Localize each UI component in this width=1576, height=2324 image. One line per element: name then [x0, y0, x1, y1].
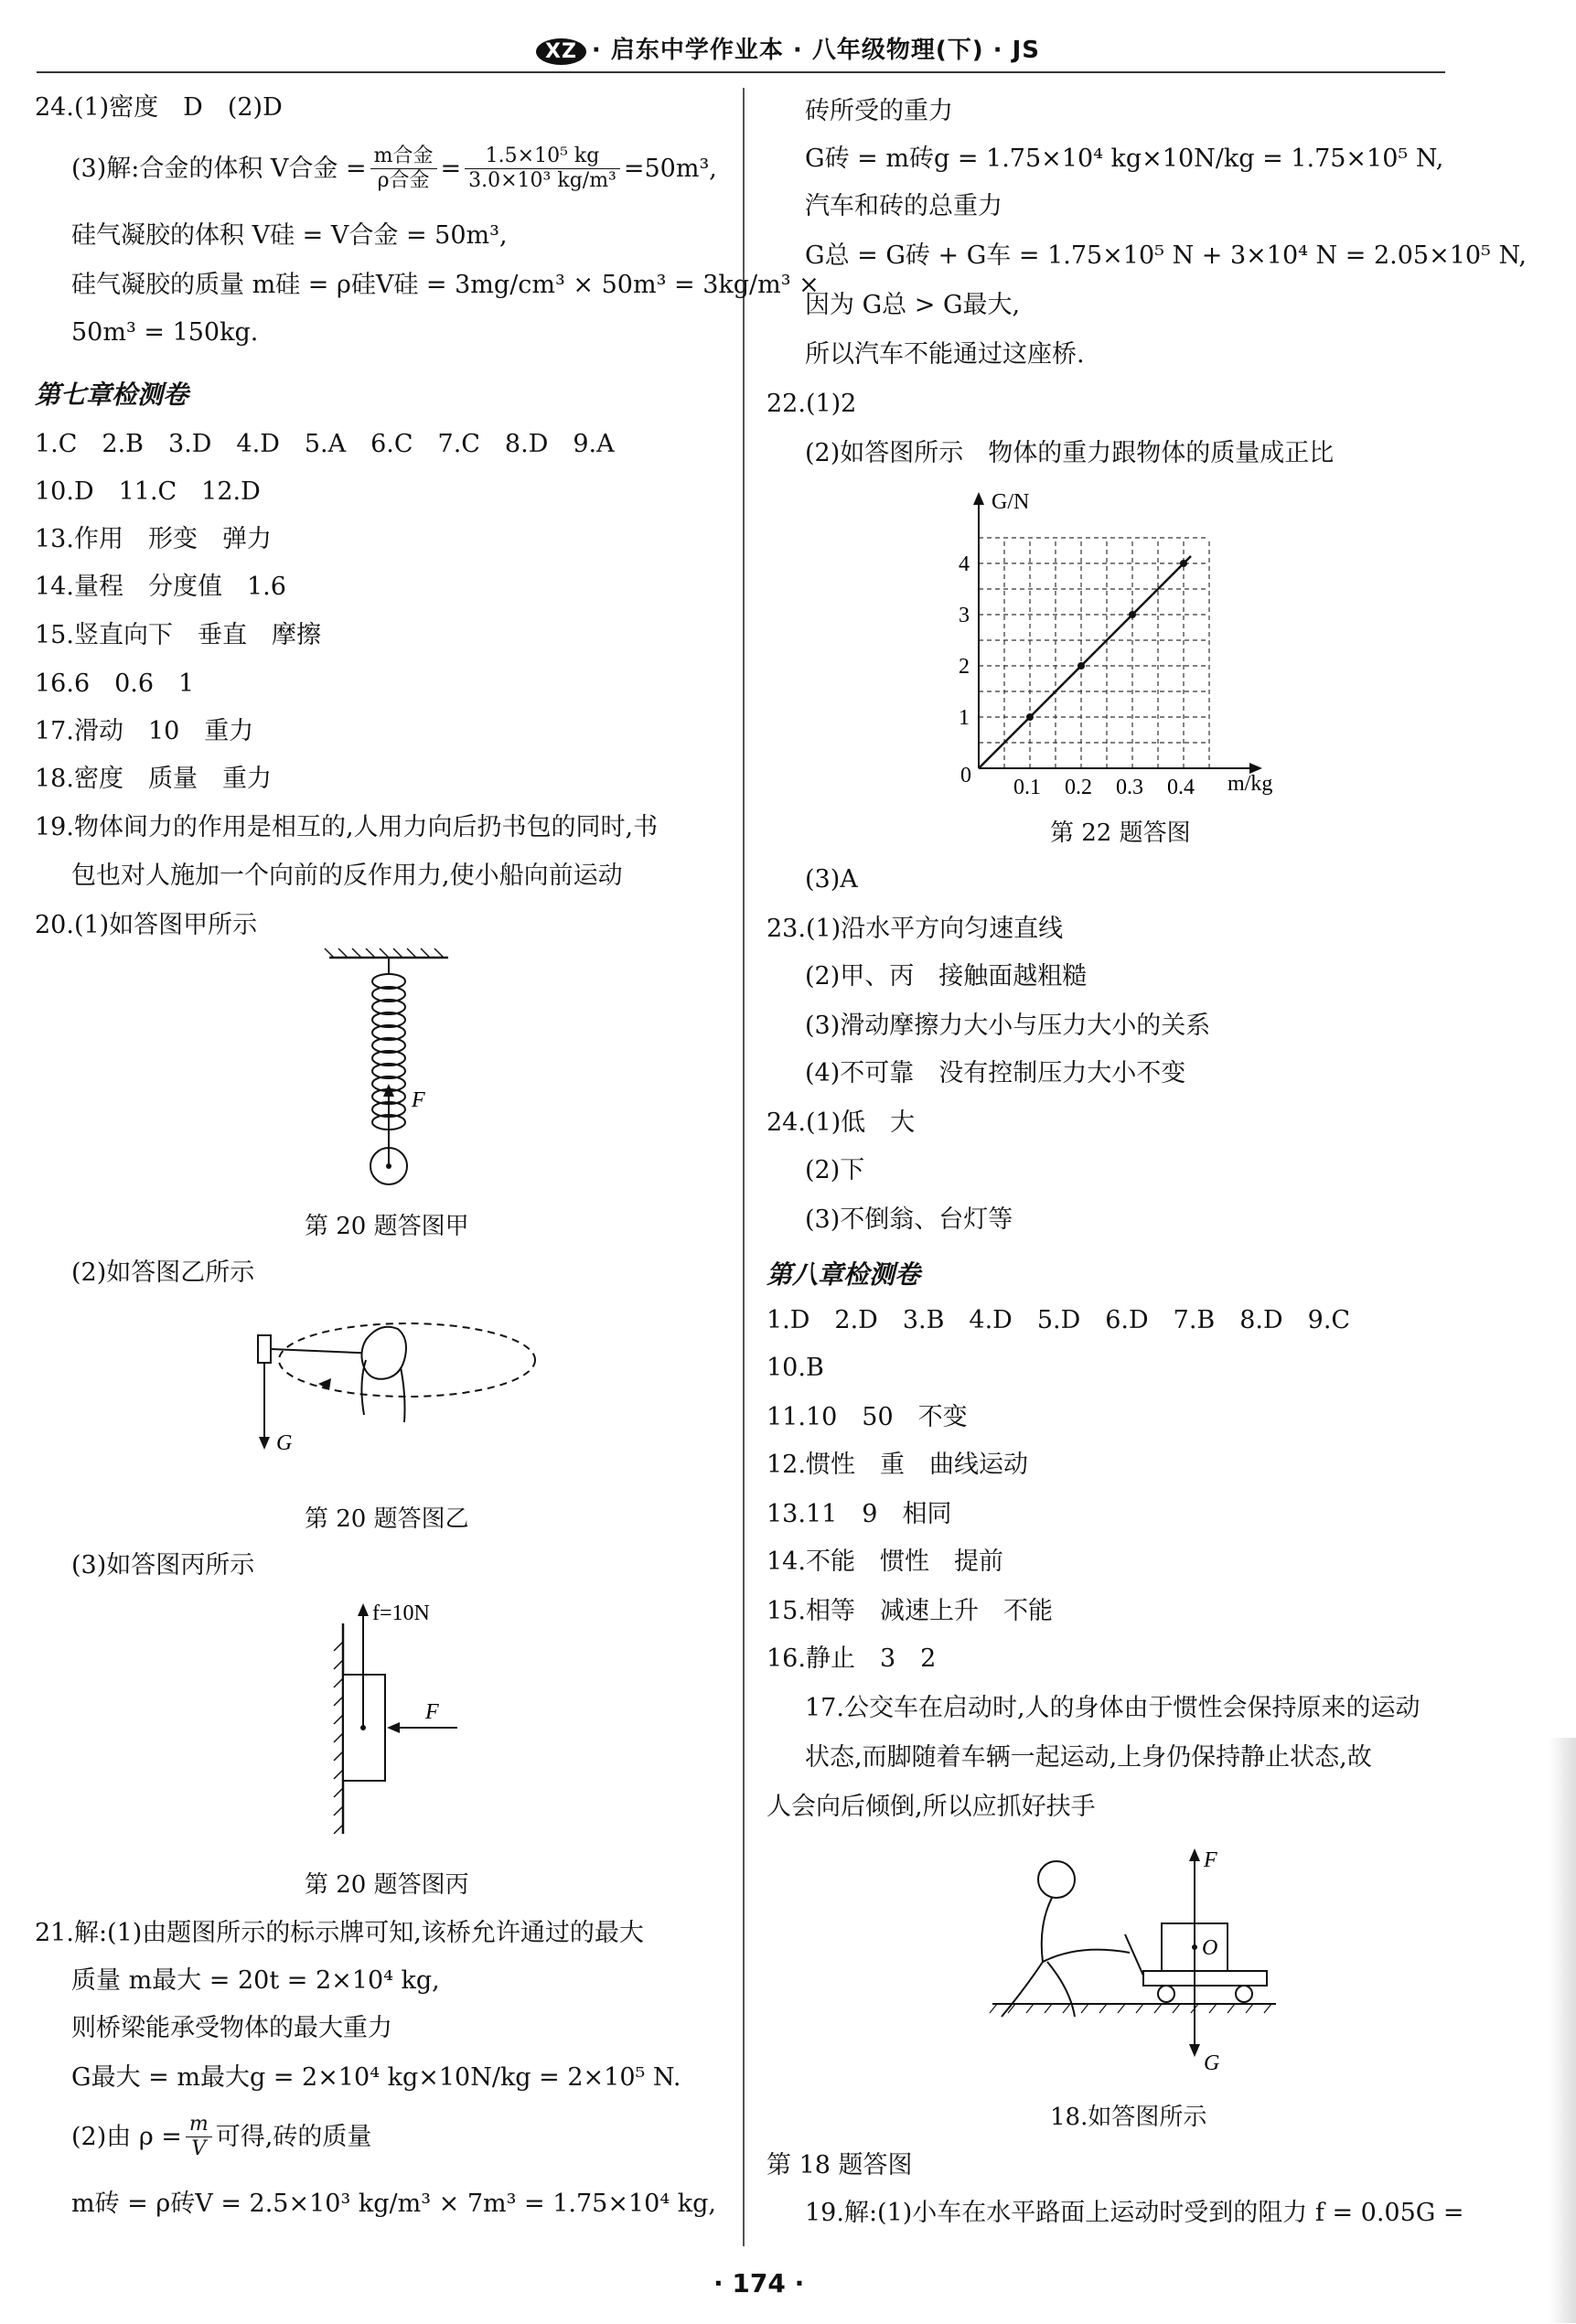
spring-figure	[311, 947, 476, 1203]
fraction	[465, 145, 620, 193]
data-point	[1077, 662, 1085, 669]
scan-edge	[1549, 1738, 1576, 2323]
answer-line: 状态,而脚随着车辆一起运动,上身仍保持静止状态,故	[805, 1743, 1372, 1772]
y-tick-label: 4	[959, 552, 970, 576]
answer-line: m砖 = ρ砖V = 2.5×10³ kg/m³ × 7m³ = 1.75×10⁴ kg,	[71, 2190, 716, 2218]
answer-line: (2)甲、丙 接触面越粗糙	[805, 962, 1088, 991]
gravity-label: G	[276, 1431, 293, 1455]
figure-caption: 第 22 题答图	[1050, 819, 1191, 847]
y-tick-label: 2	[959, 655, 970, 679]
answer-line: 21.解:(1)由题图所示的标示牌可知,该桥允许通过的最大	[35, 1919, 644, 1947]
x-axis-label: m/kg	[1228, 772, 1273, 796]
figure-caption: 18.如答图所示	[1050, 2104, 1207, 2131]
answer-line: 所以汽车不能通过这座桥.	[805, 340, 1085, 369]
answer-line: G砖 = m砖g = 1.75×10⁴ kg×10N/kg = 1.75×10⁵ N,	[805, 145, 1444, 173]
answer-line: (2)下	[805, 1156, 865, 1184]
answer-line: 汽车和砖的总重力	[805, 192, 1002, 220]
denominator: V	[191, 2137, 207, 2160]
x-tick-label: 0.4	[1167, 776, 1195, 796]
alloy-volume-formula	[71, 145, 717, 193]
answer-line: (3)不倒翁、台灯等	[805, 1205, 1013, 1234]
column-divider	[743, 88, 745, 2246]
fraction	[370, 145, 437, 193]
answer-line: 包也对人施加一个向前的反作用力,使小船向前运动	[71, 862, 623, 890]
answer-line: 质量 m最大 = 20t = 2×10⁴ kg,	[71, 1966, 440, 1995]
answer-line: 10.B	[767, 1354, 824, 1382]
answer-line: (2)如答图乙所示	[71, 1258, 255, 1287]
data-point	[1026, 713, 1034, 721]
answer-line: (3)滑动摩擦力大小与压力大小的关系	[805, 1012, 1211, 1040]
figure-caption: 第 20 题答图丙	[305, 1871, 469, 1899]
block-wall-figure	[316, 1596, 480, 1843]
answer-line: 14.不能 惯性 提前	[767, 1548, 1003, 1576]
data-point	[1129, 611, 1136, 618]
series-line	[979, 556, 1191, 768]
section-title-ch7: 第七章检测卷	[35, 380, 189, 410]
origin-label: 0	[960, 764, 971, 787]
answer-line: 1.D 2.D 3.B 4.D 5.D 6.D 7.B 8.D 9.C	[767, 1306, 1351, 1334]
answer-line: 10.D 11.C 12.D	[35, 477, 261, 506]
answer-line: 12.惯性 重 曲线运动	[767, 1451, 1028, 1479]
equals: =	[440, 154, 462, 183]
formula-text: (2)由 ρ =	[71, 2122, 182, 2151]
formula-text: (3)解:合金的体积 V合金 =	[71, 154, 367, 183]
answer-line: 15.竖直向下 垂直 摩擦	[35, 621, 321, 649]
y-tick-label: 1	[959, 706, 970, 730]
answer-line: 13.作用 形变 弹力	[35, 525, 272, 553]
answer-line: (3)如答图丙所示	[71, 1551, 255, 1580]
answer-line: 13.11 9 相同	[767, 1500, 952, 1528]
formula-text: 可得,砖的质量	[215, 2122, 372, 2151]
header-title: · 启东中学作业本 · 八年级物理(下) · JS	[591, 37, 1040, 64]
figure-caption: 第 20 题答图乙	[305, 1505, 469, 1533]
answer-line: G总 = G砖 + G车 = 1.75×10⁵ N + 3×10⁴ N = 2.05×10⁵ N,	[805, 241, 1527, 270]
answer-line: 17.公交车在启动时,人的身体由于惯性会保持原来的运动	[805, 1694, 1421, 1722]
force-label: F	[412, 1088, 425, 1112]
answer-line: 20.(1)如答图甲所示	[35, 911, 258, 939]
center-label: O	[1202, 1936, 1218, 1960]
density-formula	[71, 2113, 371, 2161]
denominator: ρ合金	[377, 169, 430, 192]
circular-motion-figure	[247, 1303, 540, 1468]
answer-line: 硅气凝胶的体积 V硅 = V合金 = 50m³,	[71, 221, 508, 250]
answer-line: 人会向后倾倒,所以应抓好扶手	[767, 1793, 1096, 1821]
answer-line: 19.物体间力的作用是相互的,人用力向后扔书包的同时,书	[35, 813, 659, 841]
section-title-ch8: 第八章检测卷	[767, 1259, 921, 1290]
page-number: · 174 ·	[713, 2268, 805, 2298]
answer-line: 16.静止 3 2	[767, 1644, 937, 1673]
answer-line: 24.(1)密度 D (2)D	[35, 93, 283, 122]
answer-line: 18.密度 质量 重力	[35, 765, 272, 793]
y-axis-arrow	[973, 492, 984, 505]
publisher-logo: XZ	[536, 38, 586, 65]
chart-series	[979, 556, 1191, 768]
answer-line: 22.(1)2	[767, 390, 857, 418]
y-axis-label: G/N	[992, 490, 1030, 514]
cart-push-figure	[979, 1834, 1281, 2090]
answer-line: G最大 = m最大g = 2×10⁴ kg×10N/kg = 2×10⁵ N.	[71, 2063, 681, 2092]
fraction	[186, 2113, 212, 2161]
answer-line: 第 18 题答图	[767, 2151, 913, 2179]
page-header	[0, 31, 1576, 65]
answer-line: (4)不可靠 没有控制压力大小不变	[805, 1059, 1186, 1087]
push-force-label: F	[425, 1700, 439, 1724]
figure-caption: 第 20 题答图甲	[305, 1213, 469, 1240]
answer-line: 砖所受的重力	[805, 97, 953, 125]
x-tick-label: 0.3	[1116, 776, 1143, 796]
x-tick-label: 0.1	[1013, 776, 1041, 796]
formula-result: =50m³,	[623, 154, 717, 183]
answer-line: (2)如答图所示 物体的重力跟物体的质量成正比	[805, 439, 1335, 467]
answer-line: (3)A	[805, 865, 858, 894]
y-tick-label: 3	[959, 604, 970, 627]
answer-line: 14.量程 分度值 1.6	[35, 573, 286, 601]
numerator: 1.5×10⁵ kg	[465, 145, 620, 169]
numerator: m合金	[370, 145, 437, 169]
gravity-label: G	[1204, 2051, 1220, 2075]
answer-line: 1.C 2.B 3.D 4.D 5.A 6.C 7.C 8.D 9.A	[35, 430, 615, 458]
friction-label: f=10N	[372, 1601, 430, 1625]
answer-line: 50m³ = 150kg.	[71, 318, 259, 347]
support-force-label: F	[1204, 1848, 1217, 1872]
answer-line: 16.6 0.6 1	[35, 669, 195, 698]
answer-line: 15.相等 减速上升 不能	[767, 1597, 1053, 1625]
answer-line: 则桥梁能承受物体的最大重力	[71, 2014, 392, 2042]
answer-line: 因为 G总 > G最大,	[805, 291, 1021, 319]
gravity-mass-chart	[951, 485, 1299, 796]
answer-line: 19.解:(1)小车在水平路面上运动时受到的阻力 f = 0.05G =	[805, 2199, 1464, 2227]
data-point	[1180, 560, 1187, 567]
answer-line: 11.10 50 不变	[767, 1403, 968, 1431]
answer-line: 24.(1)低 大	[767, 1108, 916, 1137]
x-tick-label: 0.2	[1065, 776, 1092, 796]
numerator: m	[186, 2113, 212, 2137]
answer-line: 硅气凝胶的质量 m硅 = ρ硅V硅 = 3mg/cm³ × 50m³ = 3kg/m³ ×	[71, 271, 820, 299]
answer-line: 23.(1)沿水平方向匀速直线	[767, 915, 1064, 943]
denominator: 3.0×10³ kg/m³	[468, 169, 616, 192]
header-rule	[37, 71, 1445, 73]
answer-line: 17.滑动 10 重力	[35, 717, 254, 745]
